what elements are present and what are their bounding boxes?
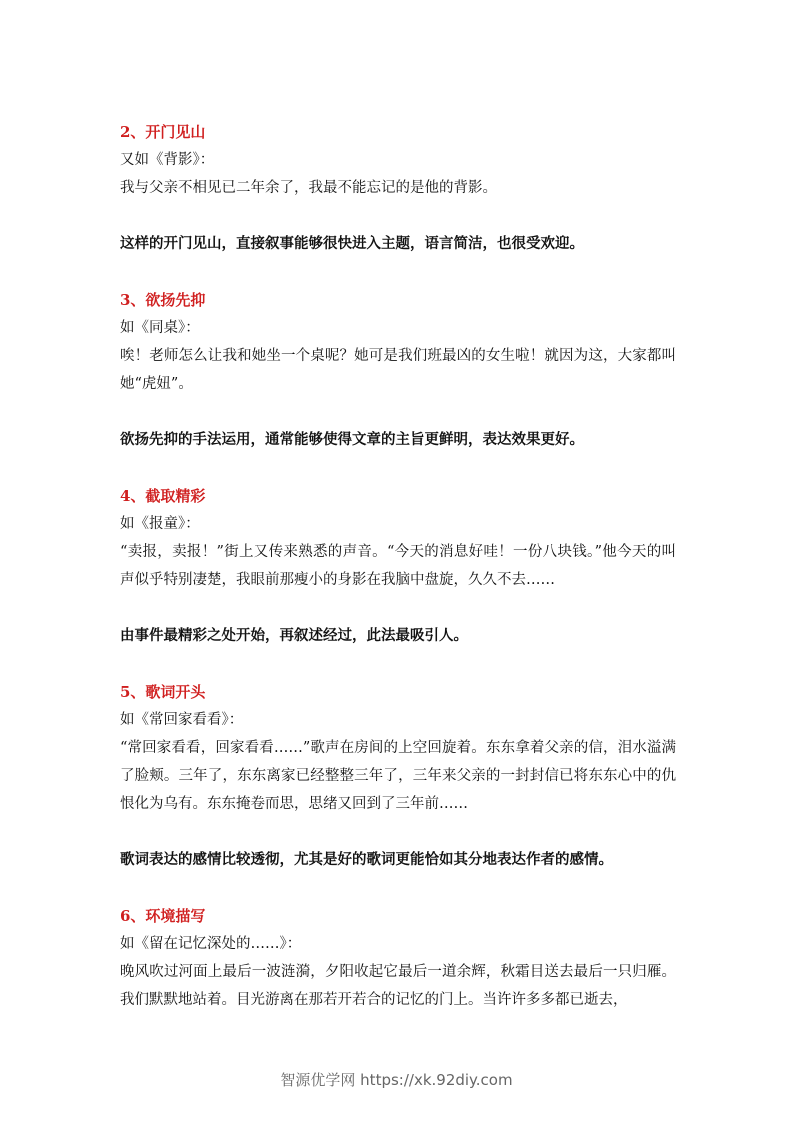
- example-text: 唉！老师怎么让我和她坐一个桌呢？她可是我们班最凶的女生啦！就因为这，大家都叫她“虎妞”。: [120, 348, 676, 392]
- section-heading: 5、歌词开头: [120, 683, 206, 701]
- example-text: 我与父亲不相见已二年余了，我最不能忘记的是他的背影。: [120, 180, 497, 196]
- spacer: [120, 454, 676, 482]
- example-text: “卖报，卖报！”街上又传来熟悉的声音。“今天的消息好哇！一份八块钱。”他今天的叫声似乎特别凄楚，我眼前那瘦小的身影在我脑中盘旋，久久不去……: [120, 544, 676, 588]
- example-intro: 如《常回家看看》：: [120, 712, 244, 728]
- section-heading: 3、欲扬先抑: [120, 291, 206, 309]
- section-summary: 由事件最精彩之处开始，再叙述经过，此法最吸引人。: [120, 627, 468, 644]
- example-text: “常回家看看，回家看看……”歌声在房间的上空回旋着。东东拿着父亲的信，泪水溢满了脸颊。三年了，东东离家已经整整三年了，三年来父亲的一封封信已将东东心中的仇恨化为乌有。东东掩卷而思，思绪又回到了三年前……: [120, 740, 676, 812]
- section-heading: 6、环境描写: [120, 907, 206, 925]
- example-intro: 如《报童》：: [120, 516, 200, 532]
- example-intro: 如《留在记忆深处的……》：: [120, 936, 302, 952]
- spacer: [120, 258, 676, 286]
- example-text: 晚风吹过河面上最后一波涟漪，夕阳收起它最后一道余辉，秋霜目送去最后一只归雁。我们默默地站着。目光游离在那若开若合的记忆的门上。当许许多多都已逝去，: [120, 964, 676, 1008]
- spacer: [120, 650, 676, 678]
- document-body: [120, 118, 676, 1014]
- section-environment-description: [120, 902, 676, 1014]
- section-summary: 这样的开门见山，直接叙事能够很快进入主题，语言简洁，也很受欢迎。: [120, 235, 584, 252]
- section-lyrics-opening: [120, 678, 676, 874]
- spacer: [120, 874, 676, 902]
- example-intro: 如《同桌》：: [120, 320, 200, 336]
- section-heading: 4、截取精彩: [120, 487, 206, 505]
- example-intro: 又如《背影》：: [120, 152, 215, 168]
- footer-watermark: 智源优学网 https://xk.92diy.com: [280, 1071, 513, 1089]
- section-highlight-excerpt: [120, 482, 676, 650]
- section-summary: 歌词表达的感情比较透彻，尤其是好的歌词更能恰如其分地表达作者的感情。: [120, 851, 613, 868]
- section-open-directly: [120, 118, 676, 258]
- section-suppress-then-praise: [120, 286, 676, 454]
- section-summary: 欲扬先抑的手法运用，通常能够使得文章的主旨更鲜明，表达效果更好。: [120, 431, 584, 448]
- section-heading: 2、开门见山: [120, 123, 206, 141]
